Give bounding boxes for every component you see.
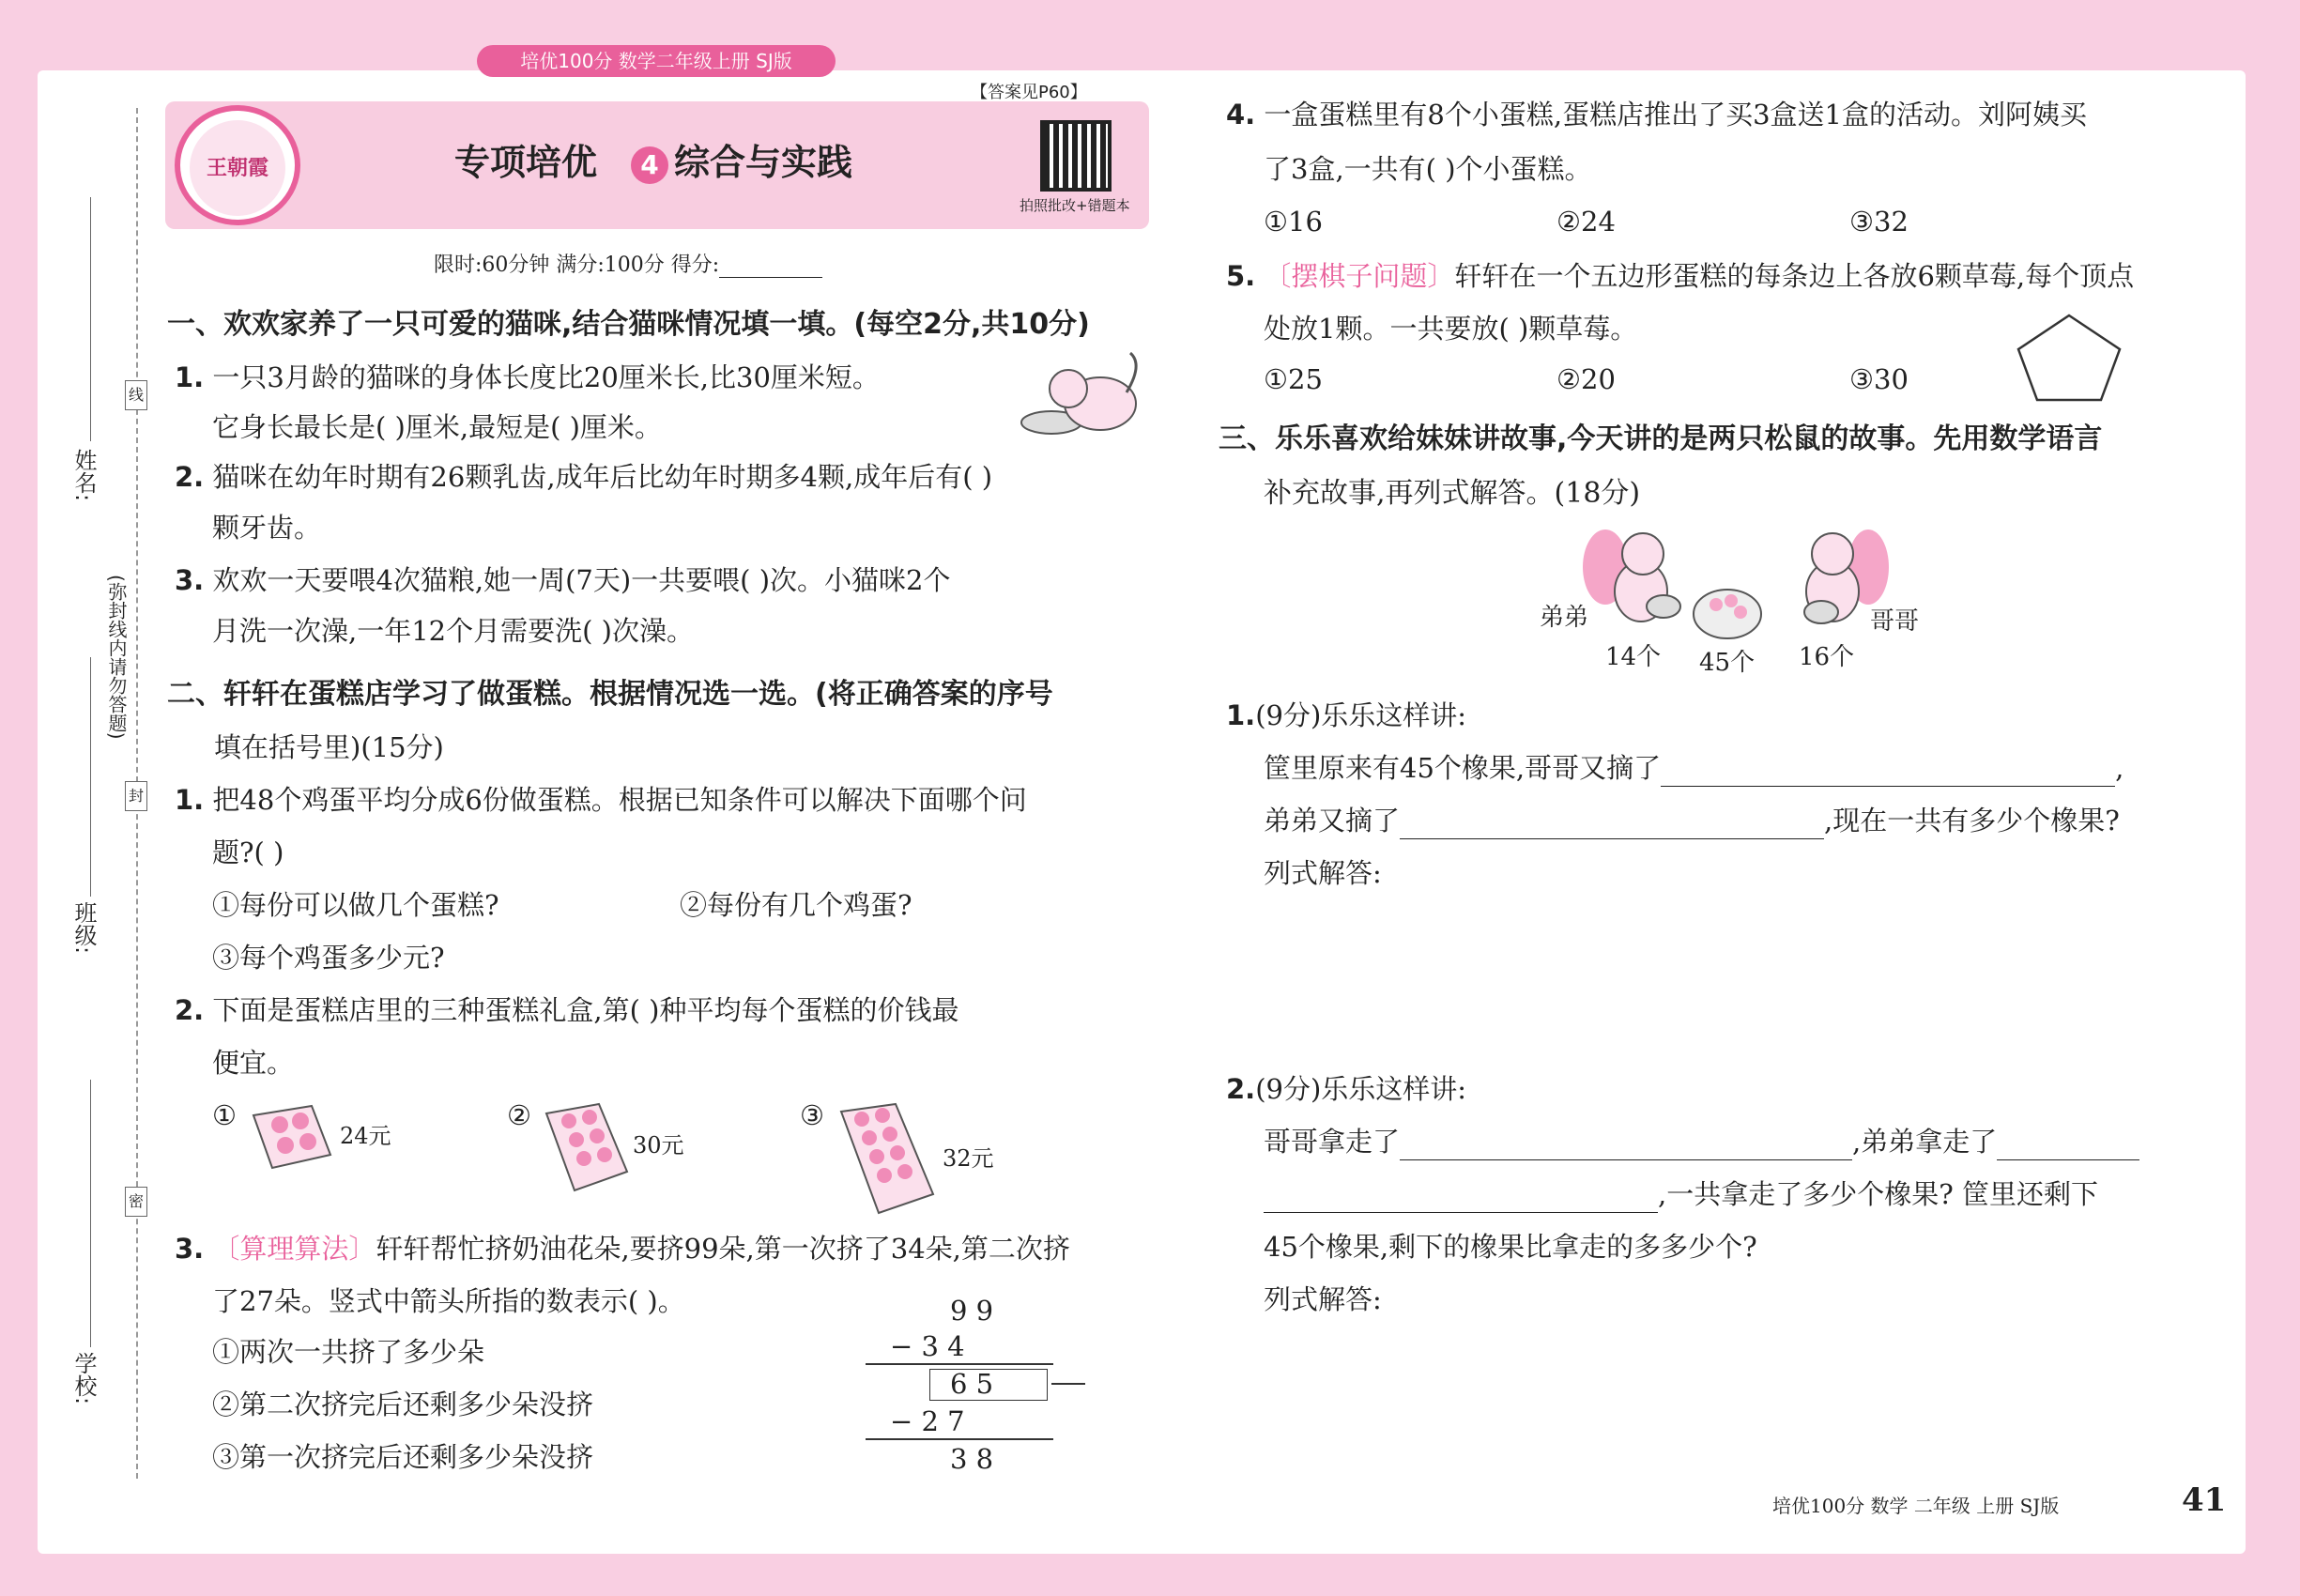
p1-blank-didi[interactable] (1400, 810, 1824, 839)
arrow-icon (1051, 1383, 1085, 1385)
seal-char: 封 (125, 781, 147, 811)
q4-opt2: ②24 (1556, 206, 1616, 238)
class-label: 班级: (70, 901, 97, 955)
q5-opt1: ①25 (1264, 363, 1323, 395)
name-line (90, 197, 91, 441)
box3-label: ③ (800, 1099, 824, 1131)
dense-char: 密 (125, 1187, 147, 1217)
pentagon-shape (2013, 310, 2125, 404)
calc-row-5: 3 8 (950, 1443, 994, 1475)
s1-q2-line2: 颗牙齿。 (212, 512, 322, 544)
seal-note: (弥封线内请勿答题) (105, 575, 128, 740)
question-text: ,现在一共有多少个橡果? (1824, 805, 2120, 836)
s2-q3-opt2: ②第二次挤完后还剩多少朵没挤 (212, 1389, 594, 1420)
q-number: 3. (175, 564, 205, 596)
cake-box-1 (246, 1097, 336, 1177)
question-text[interactable]: 欢欢一天要喂4次猫粮,她一周(7天)一共要喂( )次。小猫咪2个 (212, 564, 951, 596)
question-text: 筐里原来有45个橡果,哥哥又摘了 (1264, 752, 1662, 784)
question-text: 一盒蛋糕里有8个小蛋糕,蛋糕店推出了买3盒送1盒的活动。刘阿姨买 (1264, 99, 2087, 130)
question-text: 轩轩帮忙挤奶油花朵,要挤99朵,第一次挤了34朵,第二次挤 (376, 1233, 1070, 1265)
topic-tag: 〔摆棋子问题〕 (1264, 260, 1455, 292)
squirrel-didi-illustration (1581, 526, 1694, 629)
p2-blank-didi-a[interactable] (1997, 1131, 2139, 1160)
count-14: 14个 (1605, 643, 1662, 671)
box2-label: ② (507, 1099, 531, 1131)
q5-line1 (1226, 257, 2134, 295)
question-text: (9分)乐乐这样讲: (1255, 699, 1467, 731)
section1-title: 一、欢欢家养了一只可爱的猫咪,结合猫咪情况填一填。(每空2分,共10分) (167, 308, 1090, 341)
gege-label: 哥哥 (1870, 607, 1920, 636)
qr-caption: 拍照批改+错题本 (1020, 197, 1130, 214)
question-text: 轩轩在一个五边形蛋糕的每条边上各放6颗草莓,每个顶点 (1454, 260, 2135, 292)
p2-line1 (1264, 1123, 2139, 1160)
box1-price: 24元 (340, 1123, 391, 1149)
cake-box-2 (541, 1097, 631, 1200)
p1-solve-label: 列式解答: (1264, 857, 1382, 889)
p1-answer-area[interactable] (1264, 901, 2184, 1051)
s1-q1-line2[interactable]: 它身长最长是( )厘米,最短是( )厘米。 (212, 411, 662, 443)
question-text: 哥哥拿走了 (1264, 1126, 1401, 1158)
calc-row-4: − 2 7 (890, 1405, 965, 1437)
q-number: 1. (1226, 699, 1256, 731)
p1-head (1226, 697, 1466, 734)
answer-note: 【答案见P60】 (971, 83, 1087, 102)
school-label: 学校: (70, 1352, 97, 1405)
section3-title-b: 补充故事,再列式解答。(18分) (1264, 477, 1641, 510)
title-part-a: 专项培优 (454, 142, 598, 183)
limit-text: 限时:60分钟 满分:100分 得分: (434, 253, 720, 277)
s1-q3-line1 (175, 561, 950, 599)
question-text: (9分)乐乐这样讲: (1255, 1073, 1467, 1105)
q-number: 3. (175, 1233, 205, 1265)
calc-row-2: − 3 4 (890, 1330, 965, 1362)
class-line (90, 657, 91, 897)
brand-logo (175, 105, 300, 225)
name-label: 姓名: (70, 449, 97, 502)
question-text[interactable]: 下面是蛋糕店里的三种蛋糕礼盒,第( )种平均每个蛋糕的价钱最 (212, 994, 959, 1026)
q4-line2[interactable]: 了3盒,一共有( )个小蛋糕。 (1264, 153, 1592, 185)
q-number: 2. (175, 461, 205, 493)
count-45: 45个 (1699, 649, 1756, 677)
s2-q2-line2: 便宜。 (212, 1047, 295, 1079)
q-number: 2. (1226, 1073, 1256, 1105)
p2-solve-label: 列式解答: (1264, 1283, 1382, 1315)
section2-title-b: 填在括号里)(15分) (214, 731, 444, 763)
s2-q1-opt1: ①每份可以做几个蛋糕? (212, 889, 499, 921)
s2-q1-opt3: ③每个鸡蛋多少元? (212, 942, 445, 974)
p1-line2 (1264, 802, 2120, 839)
box2-price: 30元 (633, 1132, 684, 1159)
s1-q1-line1 (175, 359, 880, 396)
book-tab: 培优100分 数学二年级上册 SJ版 (477, 45, 836, 77)
q4-opt3: ③32 (1849, 206, 1909, 238)
question-text: ,弟弟拿走了 (1852, 1126, 1998, 1158)
q5-line2[interactable]: 处放1颗。一共要放( )颗草莓。 (1264, 313, 1638, 345)
question-text: 弟弟又摘了 (1264, 805, 1401, 836)
cake-box-3 (836, 1097, 939, 1219)
page-number: 41 (2182, 1481, 2227, 1519)
calc-row-1: 9 9 (950, 1295, 994, 1327)
s1-q3-line2[interactable]: 月洗一次澡,一年12个月需要洗( )次澡。 (212, 615, 694, 647)
p1-blank-gege[interactable] (1661, 758, 2115, 787)
q-number: 2. (175, 994, 205, 1026)
s2-q2-line1 (175, 991, 959, 1029)
p2-answer-area[interactable] (1264, 1327, 2184, 1468)
question-text: 把48个鸡蛋平均分成6份做蛋糕。根据已知条件可以解决下面哪个问 (212, 784, 1027, 816)
acorn-basket-illustration (1690, 582, 1765, 640)
q4-opt1: ①16 (1264, 206, 1323, 238)
q5-opt3: ③30 (1849, 363, 1909, 395)
logo-text: 王朝霞 (190, 120, 285, 216)
box1-label: ① (212, 1099, 237, 1131)
title-part-b: 综合与实践 (674, 142, 853, 183)
q-number: 1. (175, 361, 205, 393)
p1-line1: 筐里原来有45个橡果,哥哥又摘了 , (1264, 749, 2124, 787)
calc-row-3: 6 5 (950, 1368, 994, 1400)
page-title (454, 133, 852, 185)
cat-illustration (1014, 345, 1145, 443)
section2-title-a: 二、轩轩在蛋糕店学习了做蛋糕。根据情况选一选。(将正确答案的序号 (167, 678, 1053, 711)
line-char: 线 (125, 380, 147, 410)
qr-code-icon[interactable] (1040, 120, 1112, 192)
q4-line1 (1226, 96, 2087, 133)
box3-price: 32元 (943, 1145, 994, 1172)
s2-q3-opt1: ①两次一共挤了多少朵 (212, 1336, 485, 1368)
question-text: ,一共拿走了多少个橡果? 筐里还剩下 (1658, 1178, 2098, 1210)
topic-tag: 〔算理算法〕 (212, 1233, 376, 1265)
q-number: 5. (1226, 260, 1256, 292)
s2-q3-line2[interactable]: 了27朵。竖式中箭头所指的数表示( )。 (212, 1285, 685, 1317)
question-text: 一只3月龄的猫咪的身体长度比20厘米长,比30厘米短。 (212, 361, 880, 393)
score-blank[interactable] (719, 277, 822, 278)
p2-line2 (1264, 1175, 2098, 1213)
s1-q2-line1 (175, 458, 992, 496)
school-line (90, 1080, 91, 1347)
p2-blank-didi-b[interactable] (1264, 1184, 1658, 1213)
q5-opt2: ②20 (1556, 363, 1616, 395)
q-number: 4. (1226, 99, 1256, 130)
q-number: 1. (175, 784, 205, 816)
didi-label: 弟弟 (1540, 604, 1589, 632)
s2-q1-line2[interactable]: 题?( ) (212, 836, 284, 868)
p2-head (1226, 1070, 1466, 1108)
title-number-badge: 4 (631, 146, 668, 184)
s2-q3-opt3: ③第一次挤完后还剩多少朵没挤 (212, 1441, 594, 1473)
s2-q1-line1 (175, 781, 1027, 819)
question-text[interactable]: 猫咪在幼年时期有26颗乳齿,成年后比幼年时期多4颗,成年后有( ) (212, 461, 993, 493)
s2-q1-opt2: ②每份有几个鸡蛋? (680, 889, 912, 921)
p2-line3: 45个橡果,剩下的橡果比拿走的多多少个? (1264, 1231, 1757, 1263)
count-16: 16个 (1799, 643, 1855, 671)
time-score-line (434, 249, 822, 278)
s2-q3-line1 (175, 1230, 1070, 1267)
footer-text: 培优100分 数学 二年级 上册 SJ版 (1772, 1495, 2060, 1517)
section3-title-a: 三、乐乐喜欢给妹妹讲故事,今天讲的是两只松鼠的故事。先用数学语言 (1219, 422, 2103, 455)
p2-blank-gege[interactable] (1400, 1131, 1852, 1160)
